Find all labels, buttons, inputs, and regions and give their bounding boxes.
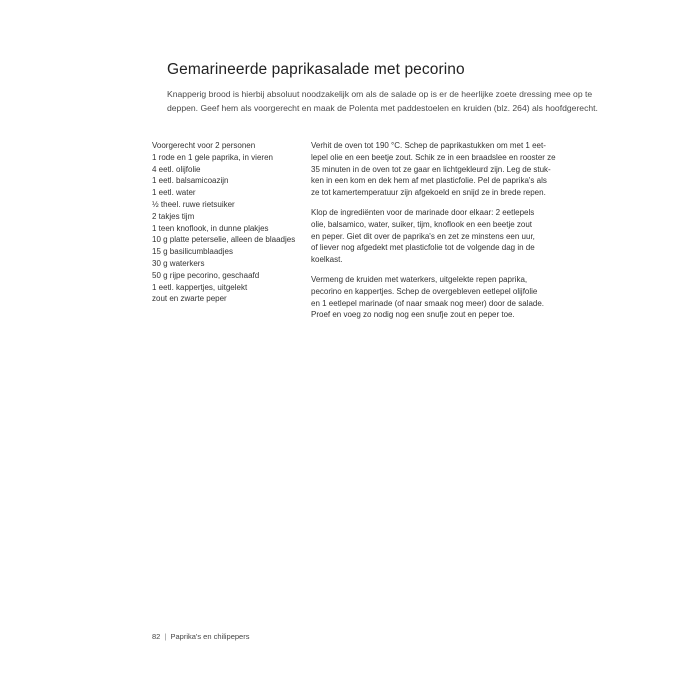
page-number: 82	[152, 632, 161, 641]
method-line: lepel olie en een beetje zout. Schik ze in een braadslee en rooster ze	[311, 152, 556, 162]
method-line: Verhit de oven tot 190 °C. Schep de paprikastukken om met 1 eet-	[311, 141, 546, 150]
method-line: of liever nog afgedekt met plasticfolie tot de volgende dag in de	[311, 243, 535, 253]
method-line: Klop de ingrediënten voor de marinade door elkaar: 2 eetlepels	[311, 207, 535, 217]
ingredient-item: zout en zwarte peper	[152, 294, 227, 304]
recipe-title: Gemarineerde paprikasalade met pecorino	[167, 61, 465, 78]
method-line: ze tot kamertemperatuur zijn afgekoeld en snijd ze in brede repen.	[311, 188, 546, 198]
ingredient-item: 2 takjes tijm	[152, 211, 195, 221]
method-line: en 1 eetlepel marinade (of naar smaak nog meer) door de salade.	[311, 298, 545, 308]
method-line: ken in een kom en dek hem af met plasticfolie. Pel de paprika's als	[311, 176, 547, 186]
ingredient-item: 50 g rijpe pecorino, geschaafd	[152, 270, 260, 280]
ingredient-item: 1 rode en 1 gele paprika, in vieren	[152, 152, 273, 162]
ingredients-list	[152, 140, 302, 305]
method-paragraph	[311, 207, 571, 266]
ingredient-item: 10 g platte peterselie, alleen de blaadjes	[152, 235, 296, 245]
ingredient-item: 4 eetl. olijfolie	[152, 164, 201, 174]
ingredient-item: 1 teen knoflook, in dunne plakjes	[152, 223, 269, 233]
page-footer	[152, 632, 249, 641]
method-line: 35 minuten in de oven tot ze gaar en lichtgekleurd zijn. Leg de stuk-	[311, 164, 551, 174]
ingredient-item: ½ theel. ruwe rietsuiker	[152, 199, 235, 209]
method-line: koelkast.	[311, 255, 343, 265]
ingredient-item: 30 g waterkers	[152, 258, 205, 268]
method-line: olie, balsamico, water, suiker, tijm, knoflook en een beetje zout	[311, 219, 533, 229]
recipe-intro	[167, 87, 598, 115]
intro-line: deppen. Geef hem als voorgerecht en maak de Polenta met paddestoelen en kruiden (blz. 264) als hoofdgerecht.	[167, 103, 598, 113]
ingredient-item: Voorgerecht voor 2 personen	[152, 141, 256, 150]
ingredient-item: 1 eetl. kappertjes, uitgelekt	[152, 282, 248, 292]
method-line: Proef en voeg zo nodig nog een snufje zout en peper toe.	[311, 310, 515, 320]
ingredient-item: 1 eetl. balsamicoazijn	[152, 176, 229, 186]
method-paragraph	[311, 140, 571, 199]
method-section	[311, 140, 571, 329]
ingredient-item: 15 g basilicumblaadjes	[152, 247, 233, 257]
method-line: en peper. Giet dit over de paprika's en zet ze minstens een uur,	[311, 231, 535, 241]
footer-separator: |	[164, 632, 167, 641]
method-paragraph	[311, 274, 571, 321]
method-line: pecorino en kappertjes. Schep de overgebleven eetlepel olijfolie	[311, 286, 538, 296]
intro-line: Knapperig brood is hierbij absoluut noodzakelijk om als de salade op is er de heerlijke zoete dressing mee op te	[167, 89, 593, 99]
chapter-title: Paprika's en chilipepers	[170, 632, 250, 641]
ingredient-item: 1 eetl. water	[152, 188, 196, 198]
method-line: Vermeng de kruiden met waterkers, uitgelekte repen paprika,	[311, 274, 528, 284]
